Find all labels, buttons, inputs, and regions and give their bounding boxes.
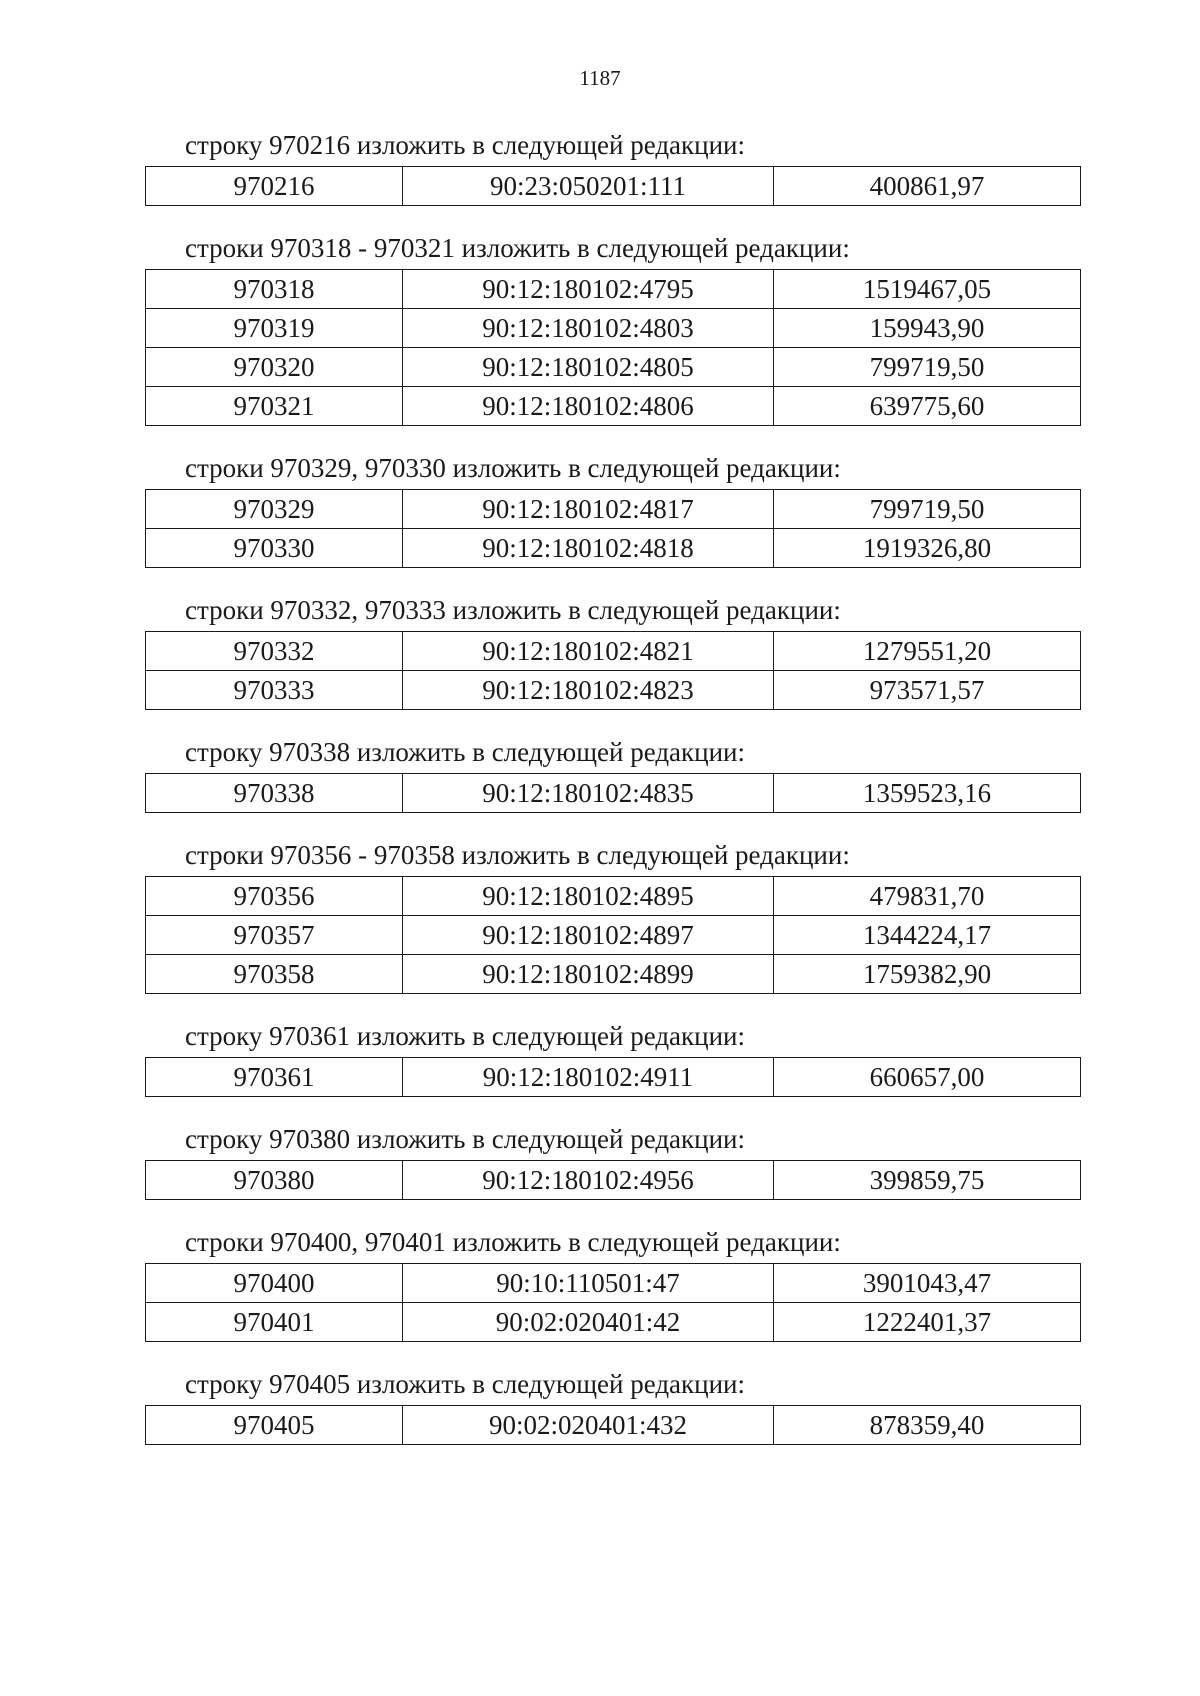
row-number-cell: 970338 [146, 774, 403, 813]
table-row [146, 1058, 1081, 1097]
amendment-section [145, 1118, 1077, 1200]
document-body [145, 124, 1077, 1466]
value-cell: 973571,57 [774, 671, 1081, 710]
cadastral-number-cell: 90:02:020401:42 [403, 1303, 774, 1342]
table-row [146, 309, 1081, 348]
cadastral-number-cell: 90:12:180102:4806 [403, 387, 774, 426]
value-cell: 1344224,17 [774, 916, 1081, 955]
table-row [146, 632, 1081, 671]
section-heading: строки 970329, 970330 изложить в следующей редакции: [185, 453, 841, 483]
row-number-cell: 970320 [146, 348, 403, 387]
value-cell: 660657,00 [774, 1058, 1081, 1097]
value-cell: 400861,97 [774, 167, 1081, 206]
amendment-section [145, 124, 1077, 206]
page-number: 1187 [579, 66, 621, 90]
table-row [146, 348, 1081, 387]
value-cell: 1279551,20 [774, 632, 1081, 671]
amendment-section [145, 834, 1077, 994]
section-heading: строки 970356 - 970358 изложить в следующей редакции: [185, 840, 850, 870]
cadastral-number-cell: 90:23:050201:111 [403, 167, 774, 206]
amendment-section [145, 1221, 1077, 1342]
section-heading: строки 970332, 970333 изложить в следующей редакции: [185, 595, 841, 625]
table-row [146, 1406, 1081, 1445]
section-heading: строку 970380 изложить в следующей редакции: [185, 1124, 746, 1154]
cadastral-number-cell: 90:02:020401:432 [403, 1406, 774, 1445]
table-row [146, 877, 1081, 916]
amendment-table [145, 1057, 1081, 1097]
amendment-section [145, 589, 1077, 710]
cadastral-number-cell: 90:12:180102:4911 [403, 1058, 774, 1097]
row-number-cell: 970332 [146, 632, 403, 671]
table-row [146, 1303, 1081, 1342]
row-number-cell: 970333 [146, 671, 403, 710]
amendment-table [145, 876, 1081, 994]
value-cell: 3901043,47 [774, 1264, 1081, 1303]
table-row [146, 916, 1081, 955]
value-cell: 878359,40 [774, 1406, 1081, 1445]
amendment-table [145, 1160, 1081, 1200]
row-number-cell: 970330 [146, 529, 403, 568]
amendment-table [145, 166, 1081, 206]
value-cell: 399859,75 [774, 1161, 1081, 1200]
cadastral-number-cell: 90:12:180102:4956 [403, 1161, 774, 1200]
row-number-cell: 970401 [146, 1303, 403, 1342]
value-cell: 1359523,16 [774, 774, 1081, 813]
cadastral-number-cell: 90:12:180102:4795 [403, 270, 774, 309]
amendment-table [145, 1405, 1081, 1445]
cadastral-number-cell: 90:12:180102:4899 [403, 955, 774, 994]
amendment-section [145, 1363, 1077, 1445]
cadastral-number-cell: 90:12:180102:4821 [403, 632, 774, 671]
amendment-section [145, 447, 1077, 568]
amendment-table [145, 631, 1081, 710]
cadastral-number-cell: 90:10:110501:47 [403, 1264, 774, 1303]
amendment-table [145, 269, 1081, 426]
cadastral-number-cell: 90:12:180102:4835 [403, 774, 774, 813]
table-row [146, 1264, 1081, 1303]
amendment-section [145, 227, 1077, 426]
row-number-cell: 970405 [146, 1406, 403, 1445]
table-row [146, 1161, 1081, 1200]
value-cell: 1519467,05 [774, 270, 1081, 309]
row-number-cell: 970358 [146, 955, 403, 994]
row-number-cell: 970216 [146, 167, 403, 206]
table-row [146, 270, 1081, 309]
table-row [146, 529, 1081, 568]
section-heading: строку 970216 изложить в следующей редакции: [185, 130, 746, 160]
value-cell: 159943,90 [774, 309, 1081, 348]
row-number-cell: 970319 [146, 309, 403, 348]
row-number-cell: 970400 [146, 1264, 403, 1303]
value-cell: 479831,70 [774, 877, 1081, 916]
row-number-cell: 970356 [146, 877, 403, 916]
section-heading: строку 970405 изложить в следующей редакции: [185, 1369, 746, 1399]
table-row [146, 671, 1081, 710]
amendment-table [145, 1263, 1081, 1342]
table-row [146, 167, 1081, 206]
cadastral-number-cell: 90:12:180102:4897 [403, 916, 774, 955]
cadastral-number-cell: 90:12:180102:4805 [403, 348, 774, 387]
row-number-cell: 970329 [146, 490, 403, 529]
table-row [146, 774, 1081, 813]
table-row [146, 387, 1081, 426]
amendment-section [145, 731, 1077, 813]
table-row [146, 490, 1081, 529]
section-heading: строку 970361 изложить в следующей редакции: [185, 1021, 746, 1051]
row-number-cell: 970357 [146, 916, 403, 955]
amendment-section [145, 1015, 1077, 1097]
cadastral-number-cell: 90:12:180102:4823 [403, 671, 774, 710]
cadastral-number-cell: 90:12:180102:4895 [403, 877, 774, 916]
value-cell: 639775,60 [774, 387, 1081, 426]
row-number-cell: 970318 [146, 270, 403, 309]
row-number-cell: 970380 [146, 1161, 403, 1200]
section-heading: строки 970318 - 970321 изложить в следующей редакции: [185, 233, 850, 263]
value-cell: 799719,50 [774, 490, 1081, 529]
table-row [146, 955, 1081, 994]
section-heading: строку 970338 изложить в следующей редакции: [185, 737, 746, 767]
value-cell: 1222401,37 [774, 1303, 1081, 1342]
value-cell: 1759382,90 [774, 955, 1081, 994]
cadastral-number-cell: 90:12:180102:4803 [403, 309, 774, 348]
amendment-table [145, 489, 1081, 568]
value-cell: 799719,50 [774, 348, 1081, 387]
row-number-cell: 970361 [146, 1058, 403, 1097]
amendment-table [145, 773, 1081, 813]
cadastral-number-cell: 90:12:180102:4818 [403, 529, 774, 568]
value-cell: 1919326,80 [774, 529, 1081, 568]
cadastral-number-cell: 90:12:180102:4817 [403, 490, 774, 529]
row-number-cell: 970321 [146, 387, 403, 426]
section-heading: строки 970400, 970401 изложить в следующей редакции: [185, 1227, 841, 1257]
